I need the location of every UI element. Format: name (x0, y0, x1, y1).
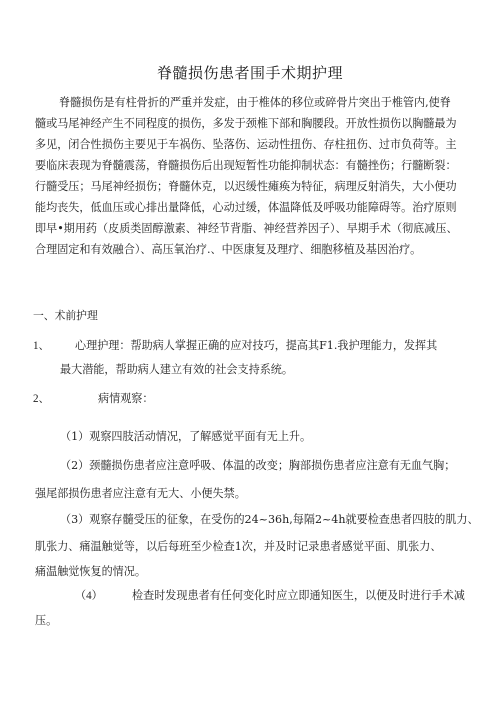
item-text: 最大潜能，帮助病人建立有效的社会支持系统。 (60, 363, 293, 376)
section-heading: 一、术前护理 (33, 309, 98, 322)
item-number: 1、 (33, 340, 50, 352)
item-label: 病情观察： (98, 392, 154, 405)
sub-item-text: （3）观察存髓受压的征象，在受伤的24~36h,每隔2~4h就要检查患者四肢的肌力、 (60, 513, 479, 526)
sub-item-text: （2）颈髓损伤患者应注意呼吸、体温的改变；胸部损伤患者应注意有无血气胸； (60, 459, 456, 472)
sub-item-text: 压。 (35, 614, 58, 627)
intro-line: 合理固定和有效融合）、高压氧治疗.、中医康复及理疗、细胞移植及基因治疗。 (35, 243, 422, 256)
intro-line: 多见，闭合性损伤主要见于车祸伤、坠落伤、运动性扭伤、存柱扭伤、过市负荷等。主 (35, 138, 457, 151)
intro-line: 要临床表现为脊髓震荡，脊髓损伤后出现短暂性功能抑制状态：有髓挫伤；行髓断裂： (35, 159, 457, 172)
sub-item-text: （1）观察四肢活动情况，了解感觉平面有无上升。 (60, 430, 312, 443)
sub-item-text: 检查时发现患者有任何变化时应立即通知医生，以便及时进行手术减 (132, 589, 465, 602)
intro-line: 脊髓损伤是有柱骨折的严重并发症，由于椎体的移位或碎骨片突出于椎管内,使脊 (59, 96, 451, 109)
intro-line: 即早•期用药（皮质类固醇激素、神经节背脂、神经营养因子）、早期手术（彻底减压、 (35, 222, 458, 235)
item-number: 2、 (33, 393, 50, 405)
item-number: （4） (75, 590, 103, 602)
intro-line: 能均丧失，低血压或心排出量降低，心动过缓，体温降低及呼吸功能障碍等。治疗原则 (35, 201, 457, 214)
document-title: 脊髓损伤患者围手术期护理 (156, 64, 343, 82)
intro-line: 行髓受压；马尾神经损伤；脊髓休克，以迟缓性瘫痪为特征，病理反射消失，大小便功 (35, 180, 457, 193)
sub-item-text: 强尾部损伤患者应注意有无大、小便失禁。 (35, 487, 246, 500)
item-text: 心理护理：帮助病人掌握正确的应对技巧，提高其F1.我护理能力，发挥其 (75, 339, 438, 352)
sub-item-text: 肌张力、痛温触觉等，以后每班至少检查1次，并及时记录患者感觉平面、肌张力、 (35, 540, 442, 553)
sub-item-text: 痛温触觉恢复的情况。 (35, 565, 146, 578)
intro-paragraph (35, 92, 467, 260)
intro-line: 髓或马尾神经产生不同程度的损伤，多发于颈椎下部和胸腰段。开放性损伤以胸髓最为 (35, 117, 457, 130)
